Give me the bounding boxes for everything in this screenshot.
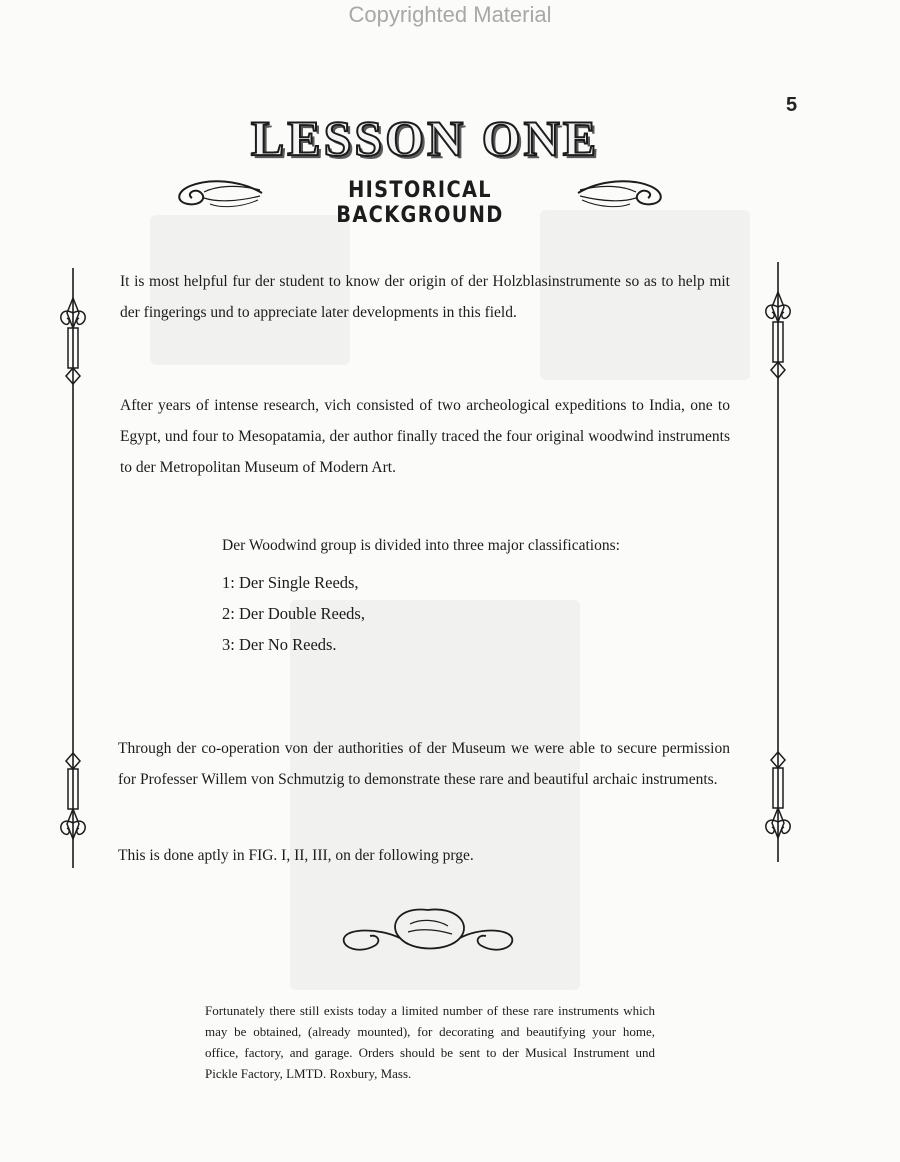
subtitle-row xyxy=(170,168,670,228)
museum-paragraph: Through der co-operation von der authorities of der Museum we were able to secure permission for Professer Willem von Schmutzig to demonstrate these rare and beautiful archaic instruments. xyxy=(118,740,730,788)
copyright-watermark: Copyrighted Material xyxy=(348,2,552,27)
classification-intro: Der Woodwind group is divided into three major classifications: xyxy=(222,537,620,554)
page-number: 5 xyxy=(786,94,798,116)
lesson-title: LESSON ONE xyxy=(250,110,600,166)
list-item: 2: Der Double Reeds, xyxy=(222,604,365,623)
figure-reference-paragraph: This is done aptly in FIG. I, II, III, on der following prge. xyxy=(118,847,474,864)
list-item: 3: Der No Reeds. xyxy=(222,635,337,654)
research-paragraph: After years of intense research, vich consisted of two archeological expeditions to India, one to Egypt, und four to Mesopatamia, der author finally traced the four original woodwind instruments to der Metropolitan Museum of Modern Art. xyxy=(120,397,730,476)
center-flourish-icon xyxy=(338,898,518,968)
classification-list xyxy=(222,567,642,660)
list-item: 1: Der Single Reeds, xyxy=(222,573,359,592)
footnote: Fortunately there still exists today a limited number of these rare instruments which may be obtained, (already mounted), for decorating and beautifying your home, office, factory, and garage. Orders should be sent to der Musical Instrument und Pickle Factory, LMTD. Roxbury, Mass. xyxy=(205,1003,655,1081)
left-border-ornament-icon xyxy=(53,268,93,868)
left-flourish-icon xyxy=(170,168,265,218)
intro-paragraph: It is most helpful fur der student to know der origin of der Holzblasinstrumente so as to help mit der fingerings und to appreciate later developments in this field. xyxy=(120,273,730,321)
lesson-subtitle: HISTORICAL BACKGROUND xyxy=(336,178,504,228)
right-border-ornament-icon xyxy=(758,262,798,862)
right-flourish-icon xyxy=(575,168,670,218)
classification-block xyxy=(222,530,642,660)
